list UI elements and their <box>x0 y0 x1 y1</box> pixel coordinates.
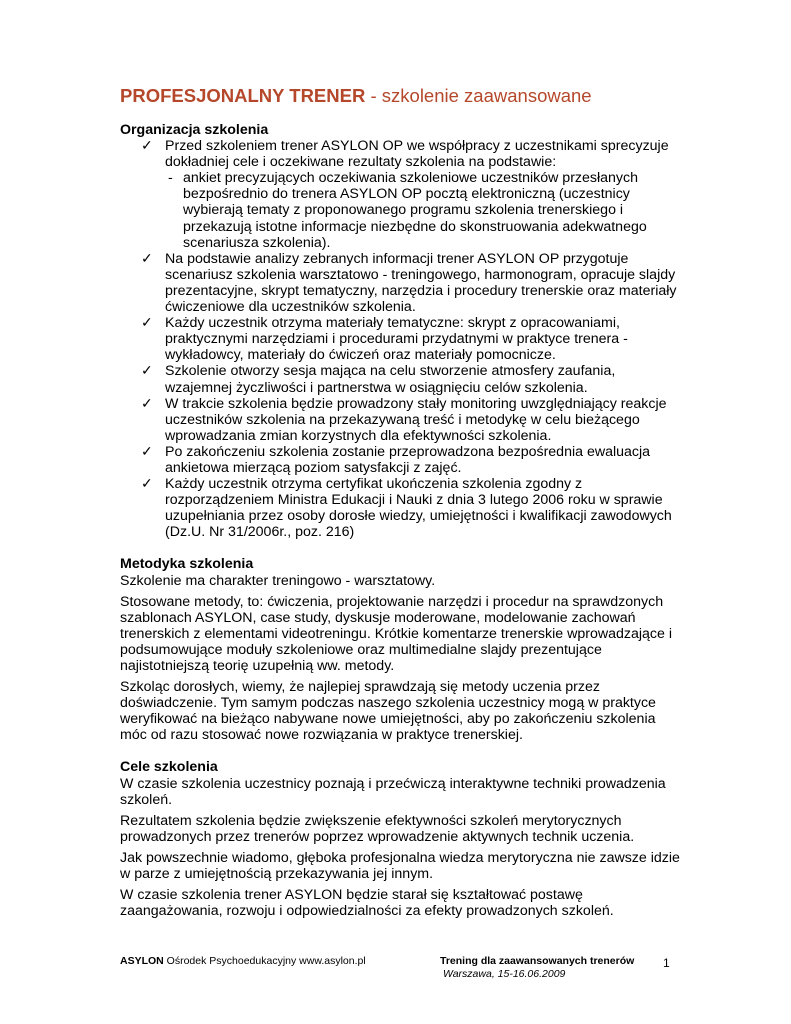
check-item-text: Każdy uczestnik otrzyma certyfikat ukończenia szkolenia zgodny z rozporządzeniem Ministra Edukacji i Nauki z dnia 3 lutego 2006 roku w sprawie uzupełniania przez osoby dorosłe wiedzy, umiejętności i kwalifikacji zawodowych (Dz.U. Nr 31/2006r., poz. 216) <box>165 476 672 541</box>
sub-item-text: ankiet precyzujących oczekiwania szkoleniowe uczestników przesłanych bezpośrednio do trenera ASYLON OP pocztą elektroniczną (uczestnicy wybierają tematy z proponowanego programu szkolenia trenerskiego i przekazują istotne informacje niezbędne do skonstruowania adekwatnego scenariusza szkolenia). <box>183 170 647 251</box>
footer-left <box>120 955 366 968</box>
paragraph: Rezultatem szkolenia będzie zwiększenie efektywności szkoleń merytorycznych prowadzonych przez trenerów poprzez wprowadzenie aktywnych technik uczenia. <box>120 812 635 845</box>
check-item-text: Przed szkoleniem trener ASYLON OP we współpracy z uczestnikami sprecyzuje dokładniej cele i oczekiwane rezultaty szkolenia na podstawie: <box>165 138 669 171</box>
paragraph: W czasie szkolenia uczestnicy poznają i przećwiczą interaktywne techniki prowadzenia szkoleń. <box>120 775 666 808</box>
paragraph: Stosowane metody, to: ćwiczenia, projektowanie narzędzi i procedur na sprawdzonych szablonach ASYLON, case study, dyskusje moderowane, modelowanie zachowań trenerskich z elementami videotreningu. Krótkie komentarze trenerskie wprowadzające i podsumowujące moduły szkoleniowe oraz multimedialne slajdy prezentujące najistotniejszą teorię uzupełnią ww. metody. <box>120 593 672 674</box>
check-item <box>141 444 680 476</box>
footer-brand: ASYLON <box>120 955 164 967</box>
check-item <box>141 251 680 315</box>
checkmark-icon: ✓ <box>141 363 153 380</box>
sub-list-item <box>168 170 680 250</box>
check-item-text: Każdy uczestnik otrzyma materiały tematyczne: skrypt z opracowaniami, praktycznymi narzędziami i procedurami przydatnymi w praktyce trenera - wykładowcy, materiały do ćwiczeń oraz materiały pomocnicze. <box>165 315 628 364</box>
section-heading-organizacja: Organizacja szkolenia <box>120 122 269 138</box>
dash-bullet: - <box>168 170 173 187</box>
section-heading-metodyka: Metodyka szkolenia <box>120 556 254 573</box>
section-heading-cele: Cele szkolenia <box>120 759 218 776</box>
paragraph: Szkolenie ma charakter treningowo - warsztatowy. <box>120 572 436 589</box>
footer-place-date: Warszawa, 15-16.06.2009 <box>443 968 566 980</box>
checkmark-icon: ✓ <box>141 443 153 460</box>
check-item-text: Po zakończeniu szkolenia zostanie przeprowadzona bezpośrednia ewaluacja ankietowa mierzącą poziom satysfakcji z zajęć. <box>165 443 651 476</box>
check-item-text: W trakcie szkolenia będzie prowadzony stały monitoring uwzględniający reakcje uczestników szkolenia na przekazywaną treść i metodykę w celu bieżącego wprowadzania zmian korzystnych dla efektywności szkolenia. <box>165 395 667 444</box>
page-title <box>120 85 592 107</box>
paragraph: Szkoląc dorosłych, wiemy, że najlepiej sprawdzają się metody uczenia przez doświadczenie. Tym samym podczas naszego szkolenia uczestnicy mogą w praktyce weryfikować na bieżąco nabywane nowe umiejętności, aby po zakończeniu szkolenia móc od razu stosować nowe rozwiązania w praktyce trenerskiej. <box>120 679 656 744</box>
sub-list <box>165 170 680 250</box>
footer-training-title: Trening dla zaawansowanych trenerów <box>440 955 635 967</box>
check-item <box>141 315 680 363</box>
check-item <box>141 396 680 444</box>
checkmark-icon: ✓ <box>141 315 153 332</box>
check-item <box>141 363 680 395</box>
title-sub: - szkolenie zaawansowane <box>365 85 592 106</box>
paragraph: Jak powszechnie wiadomo, głęboka profesjonalna wiedza merytoryczna nie zawsze idzie w parze z umiejętnością przekazywania jej innym. <box>120 849 680 883</box>
document-body <box>120 122 680 919</box>
spacer <box>120 743 680 759</box>
check-item-text: Szkolenie otworzy sesja mająca na celu stworzenie atmosfery zaufania, wzajemnej życzliwości i partnerstwa w osiągnięciu celów szkolenia. <box>165 363 616 396</box>
checkmark-icon: ✓ <box>141 138 153 155</box>
footer-org: Ośrodek Psychoedukacyjny www.asylon.pl <box>163 955 366 967</box>
check-item-text: Na podstawie analizy zebranych informacji trener ASYLON OP przygotuje scenariusz szkolenia warsztatowo - treningowego, harmonogram, opracuje slajdy prezentacyjne, skrypt tematyczny, narzędzia i procedury trenerskie oraz materiały ćwiczeniowe dla uczestników szkolenia. <box>165 250 677 316</box>
spacer <box>120 540 680 556</box>
checkmark-icon: ✓ <box>141 250 153 267</box>
checkmark-icon: ✓ <box>141 476 153 493</box>
organizacja-checklist <box>120 138 680 540</box>
title-main: PROFESJONALNY TRENER <box>120 85 366 106</box>
page-number: 1 <box>663 956 670 970</box>
check-item <box>141 138 680 251</box>
paragraph: W czasie szkolenia trener ASYLON będzie starał się kształtować postawę zaangażowania, rozwoju i odpowiedzialności za efekty prowadzonych szkoleń. <box>120 887 614 920</box>
checkmark-icon: ✓ <box>141 395 153 412</box>
check-item <box>141 476 680 540</box>
footer-training <box>440 955 634 981</box>
